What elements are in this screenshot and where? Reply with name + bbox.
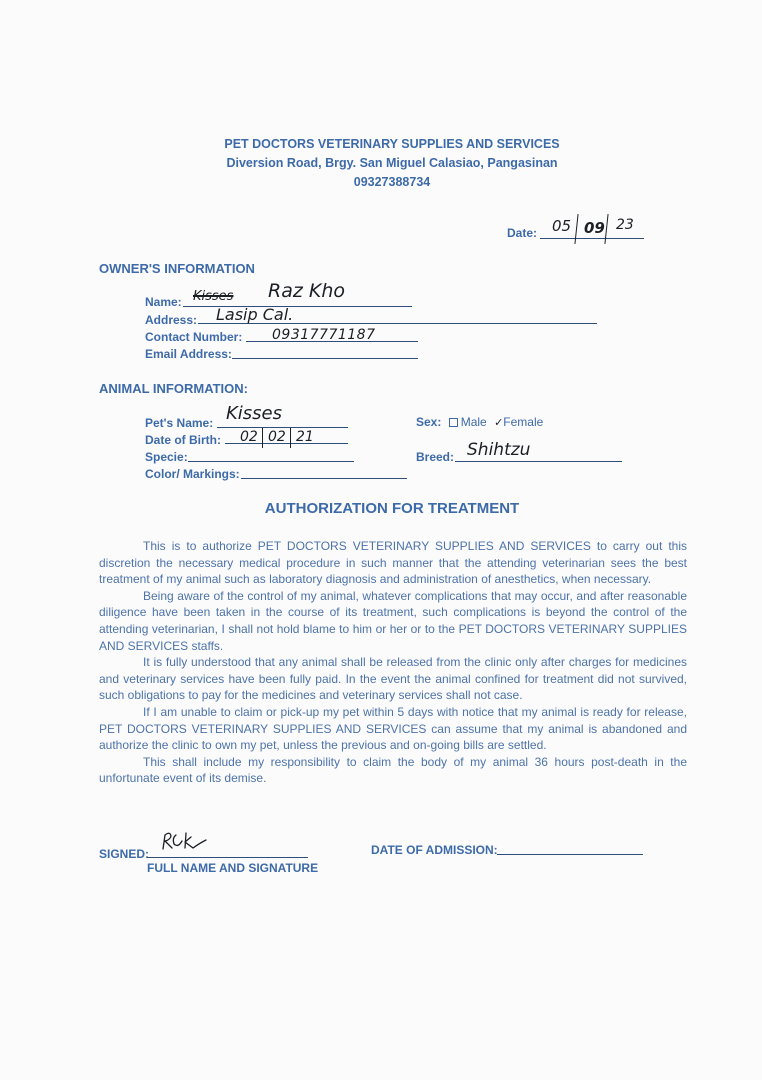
date-year: 23 [616, 217, 634, 233]
dob-day: 02 [268, 429, 286, 445]
date-separator [604, 214, 608, 244]
owner-section-title: OWNER'S INFORMATION [99, 261, 255, 276]
full-name-signature-label: FULL NAME AND SIGNATURE [147, 861, 319, 875]
authorization-paragraph: Being aware of the control of my animal, whatever complications that may occur, and after reasonable diligence have been taken in the course of its treatment, such complications is beyond the control of the attending veterinarian, I shall not hold blame to him or her or to the PET DOCTORS VETERINARY SUPPLIES AND SERVICES staffs. [99, 588, 687, 653]
date-month: 05 [552, 217, 572, 235]
animal-section-title: ANIMAL INFORMATION: [99, 381, 248, 396]
authorization-body [99, 538, 687, 787]
business-name: PET DOCTORS VETERINARY SUPPLIES AND SERVICES [224, 137, 560, 151]
owner-contact-value: 09317771187 [272, 327, 376, 343]
pet-name-line [217, 427, 348, 428]
color-markings-line [241, 478, 407, 479]
business-phone: 09327388734 [353, 175, 431, 189]
sex-label: Sex: [416, 415, 442, 429]
date-label: Date: [507, 226, 538, 240]
owner-address-value: Lasip Cal. [216, 305, 294, 324]
signature-line [147, 857, 308, 858]
dob-label: Date of Birth: [145, 433, 221, 447]
specie-line [188, 461, 354, 462]
dob-month: 02 [240, 429, 258, 445]
sex-field [416, 415, 543, 429]
dob-year: 21 [296, 429, 314, 445]
breed-value: Shihtzu [467, 440, 531, 460]
admission-date-label: DATE OF ADMISSION: [371, 843, 498, 857]
pet-name-label: Pet's Name: [145, 416, 214, 430]
owner-name-value: Raz Kho [268, 280, 345, 302]
breed-line [455, 461, 622, 462]
date-separator [574, 214, 578, 244]
authorization-title: AUTHORIZATION FOR TREATMENT [264, 500, 520, 517]
signature-scribble [160, 829, 210, 853]
business-address: Diversion Road, Brgy. San Miguel Calasiao, Pangasinan [226, 156, 558, 170]
dob-separator [262, 428, 263, 448]
date-day: 09 [584, 219, 605, 237]
specie-label: Specie: [145, 450, 188, 464]
authorization-paragraph: It is fully understood that any animal shall be released from the clinic only after charges for medicines and veterinary services have been fully paid. In the event the animal confined for treatment did not survived, such obligations to pay for the medicines and veterinary services shall not case. [99, 655, 687, 703]
authorization-paragraph: This shall include my responsibility to claim the body of my animal 36 hours post-death in the unfortunate event of its demise. [99, 754, 687, 786]
owner-address-label: Address: [145, 313, 198, 327]
male-checkbox[interactable] [449, 418, 458, 427]
authorization-paragraph: This is to authorize PET DOCTORS VETERINARY SUPPLIES AND SERVICES to carry out this discretion the necessary medical procedure in such manner that the attending veterinarian sees the best treatment of my animal such as laboratory diagnosis and administration of anesthetics, when necessary. [99, 539, 687, 587]
color-markings-label: Color/ Markings: [145, 467, 240, 481]
signed-label: SIGNED: [99, 847, 150, 861]
female-label: Female [503, 415, 544, 429]
owner-email-label: Email Address: [145, 347, 232, 361]
admission-date-line [497, 854, 643, 855]
owner-name-label: Name: [145, 295, 182, 309]
female-checkmark-icon[interactable]: ✓ [494, 416, 504, 429]
breed-label: Breed: [416, 450, 455, 464]
owner-email-line [232, 358, 418, 359]
owner-contact-label: Contact Number: [145, 330, 243, 344]
pet-name-value: Kisses [226, 403, 283, 424]
dob-separator [290, 428, 291, 448]
owner-name-crossed: Kisses [193, 289, 234, 304]
male-label: Male [460, 415, 487, 429]
authorization-paragraph: If I am unable to claim or pick-up my pet within 5 days with notice that my animal is ready for release, PET DOCTORS VETERINARY SUPPLIES AND SERVICES can assume that my animal is abandoned and authorize the clinic to own my pet, unless the previous and on-going bills are settled. [99, 704, 687, 753]
date-line [540, 238, 644, 239]
